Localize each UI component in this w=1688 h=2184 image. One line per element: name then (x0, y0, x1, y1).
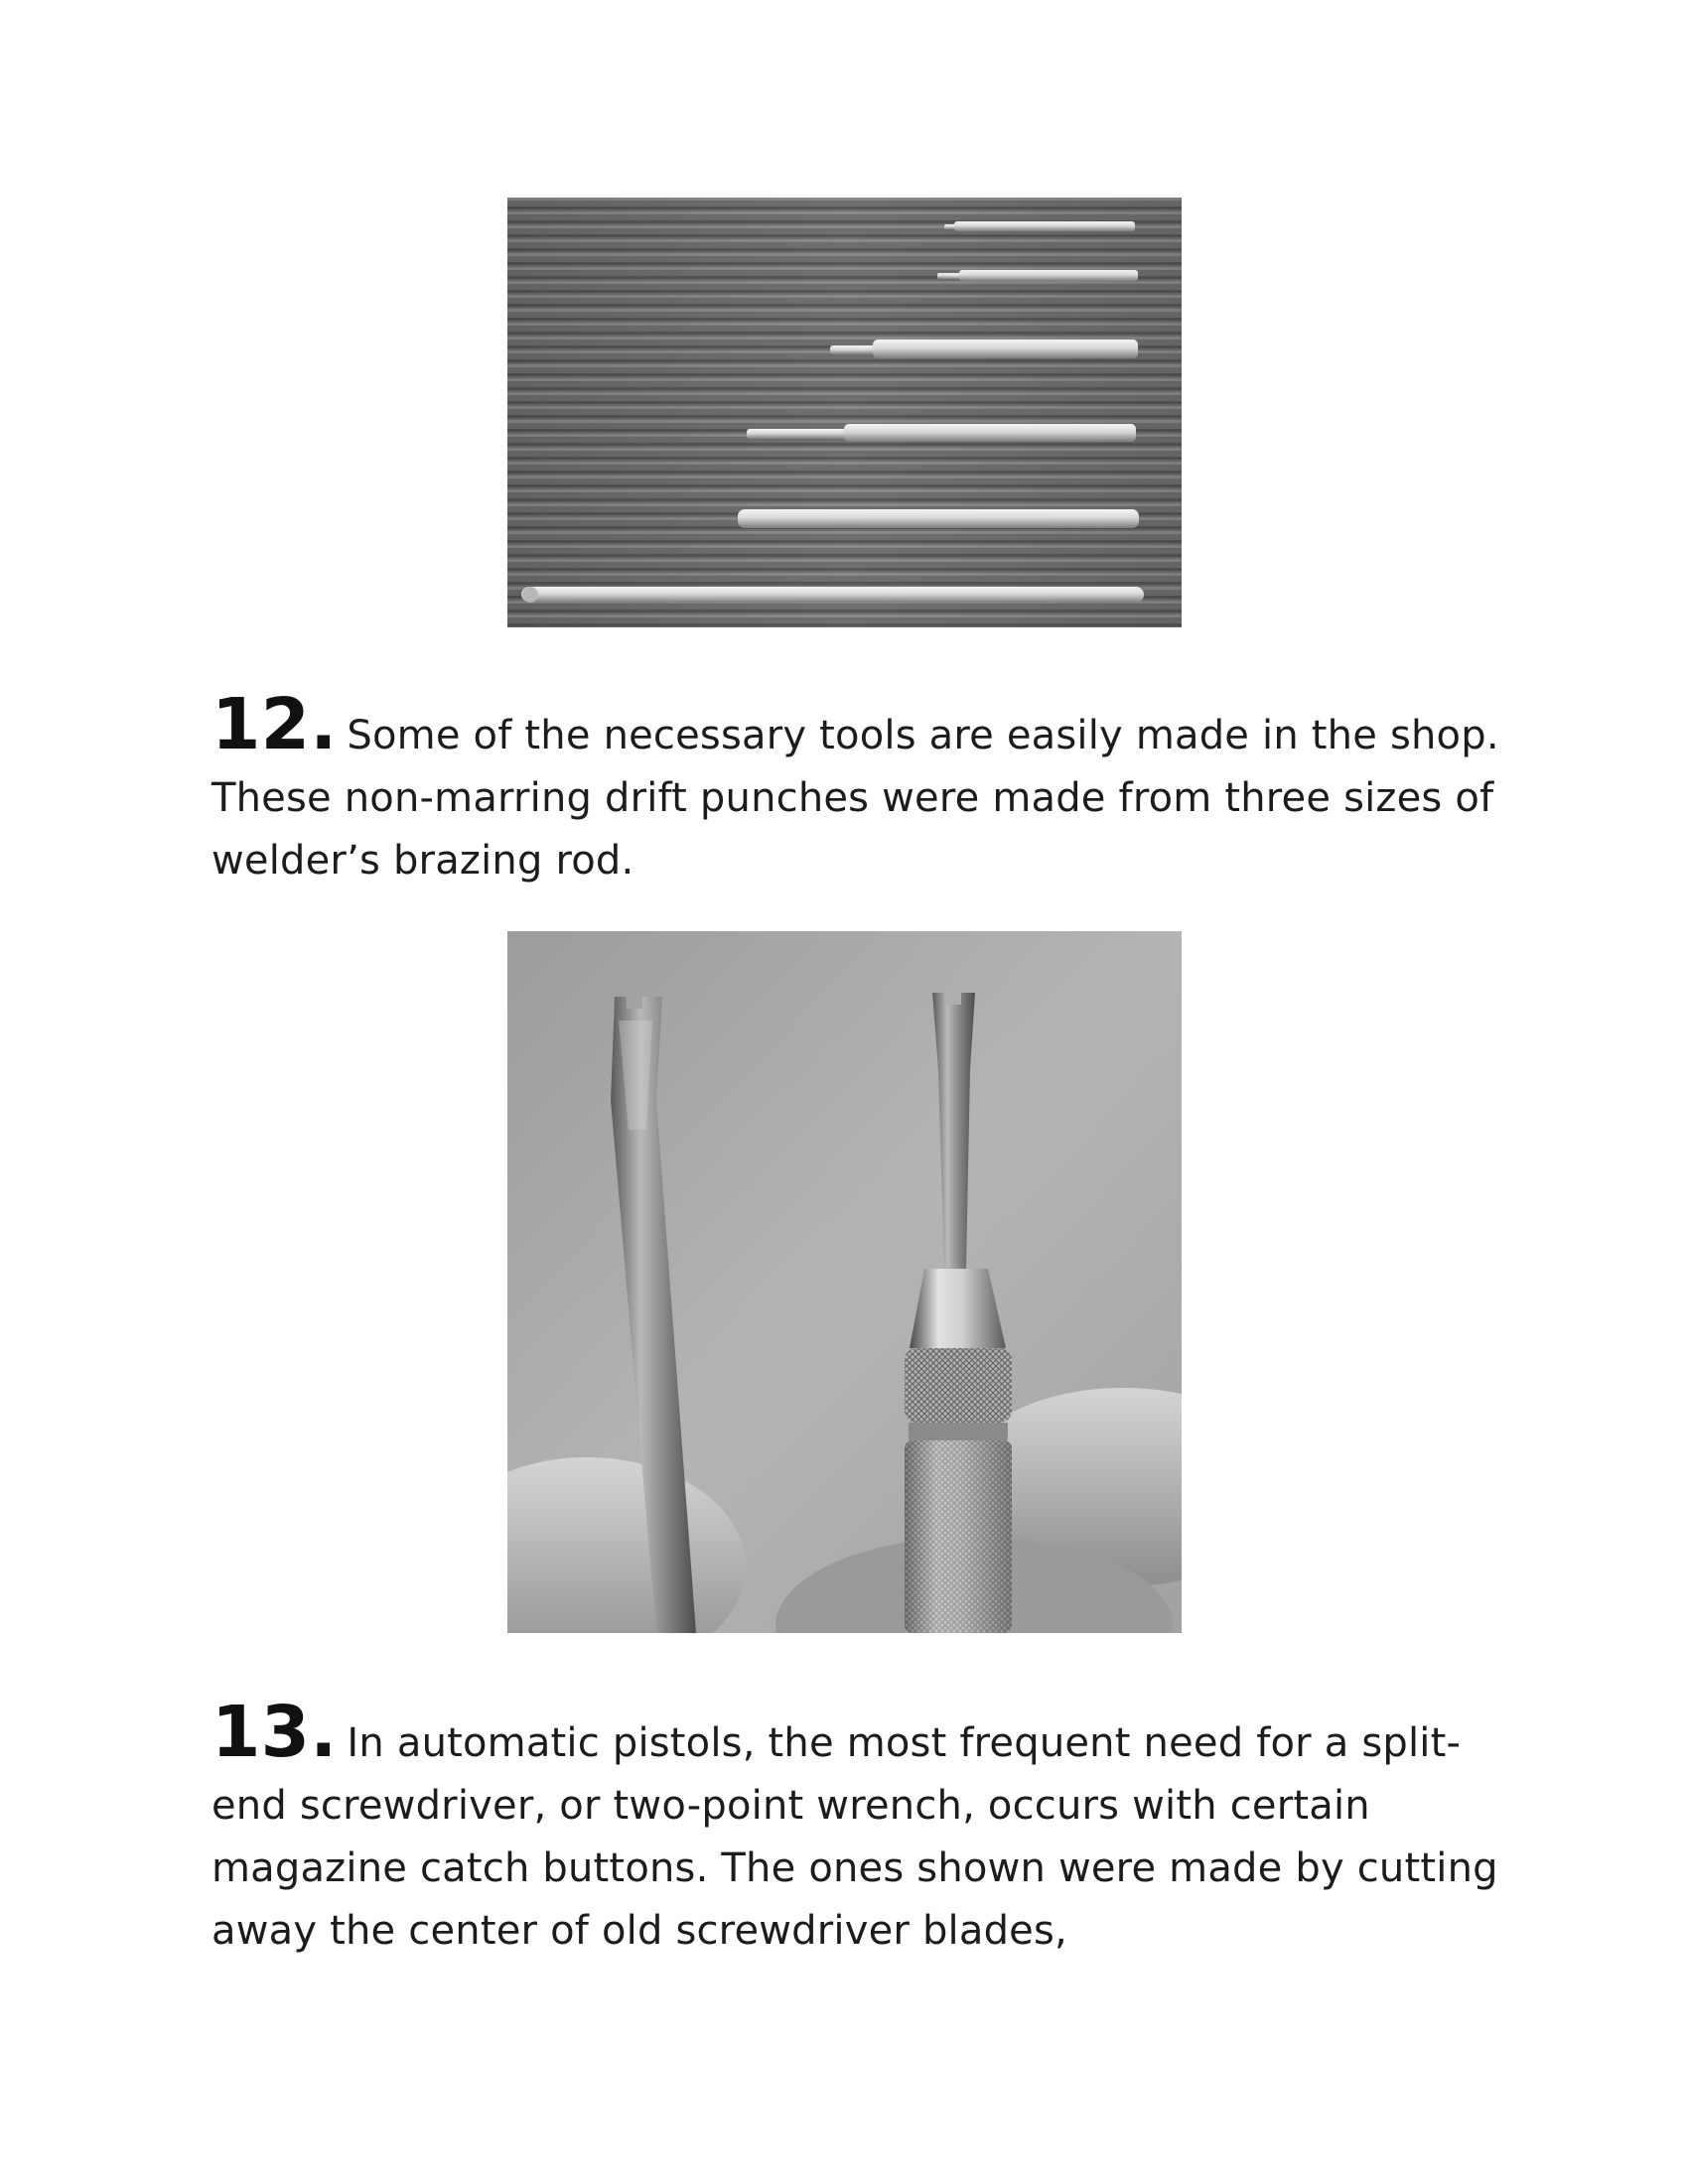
step-number: 12. (211, 683, 338, 765)
figure-caption (211, 683, 1502, 892)
drift-punches-photo (507, 198, 1182, 627)
figure-caption (211, 1691, 1502, 1963)
split-screwdrivers-photo (507, 931, 1182, 1633)
caption-text: Some of the necessary tools are easily made in the shop. These non-marring drift punches were made from three sizes of welder’s brazing rod. (211, 713, 1499, 884)
caption-text: In automatic pistols, the most frequent need for a split-end screwdriver, or two-point wrench, occurs with certain magazine catch buttons. The ones shown were made by cutting away the center of old screwdriver blades, (211, 1720, 1498, 1954)
step-number: 13. (211, 1691, 338, 1773)
